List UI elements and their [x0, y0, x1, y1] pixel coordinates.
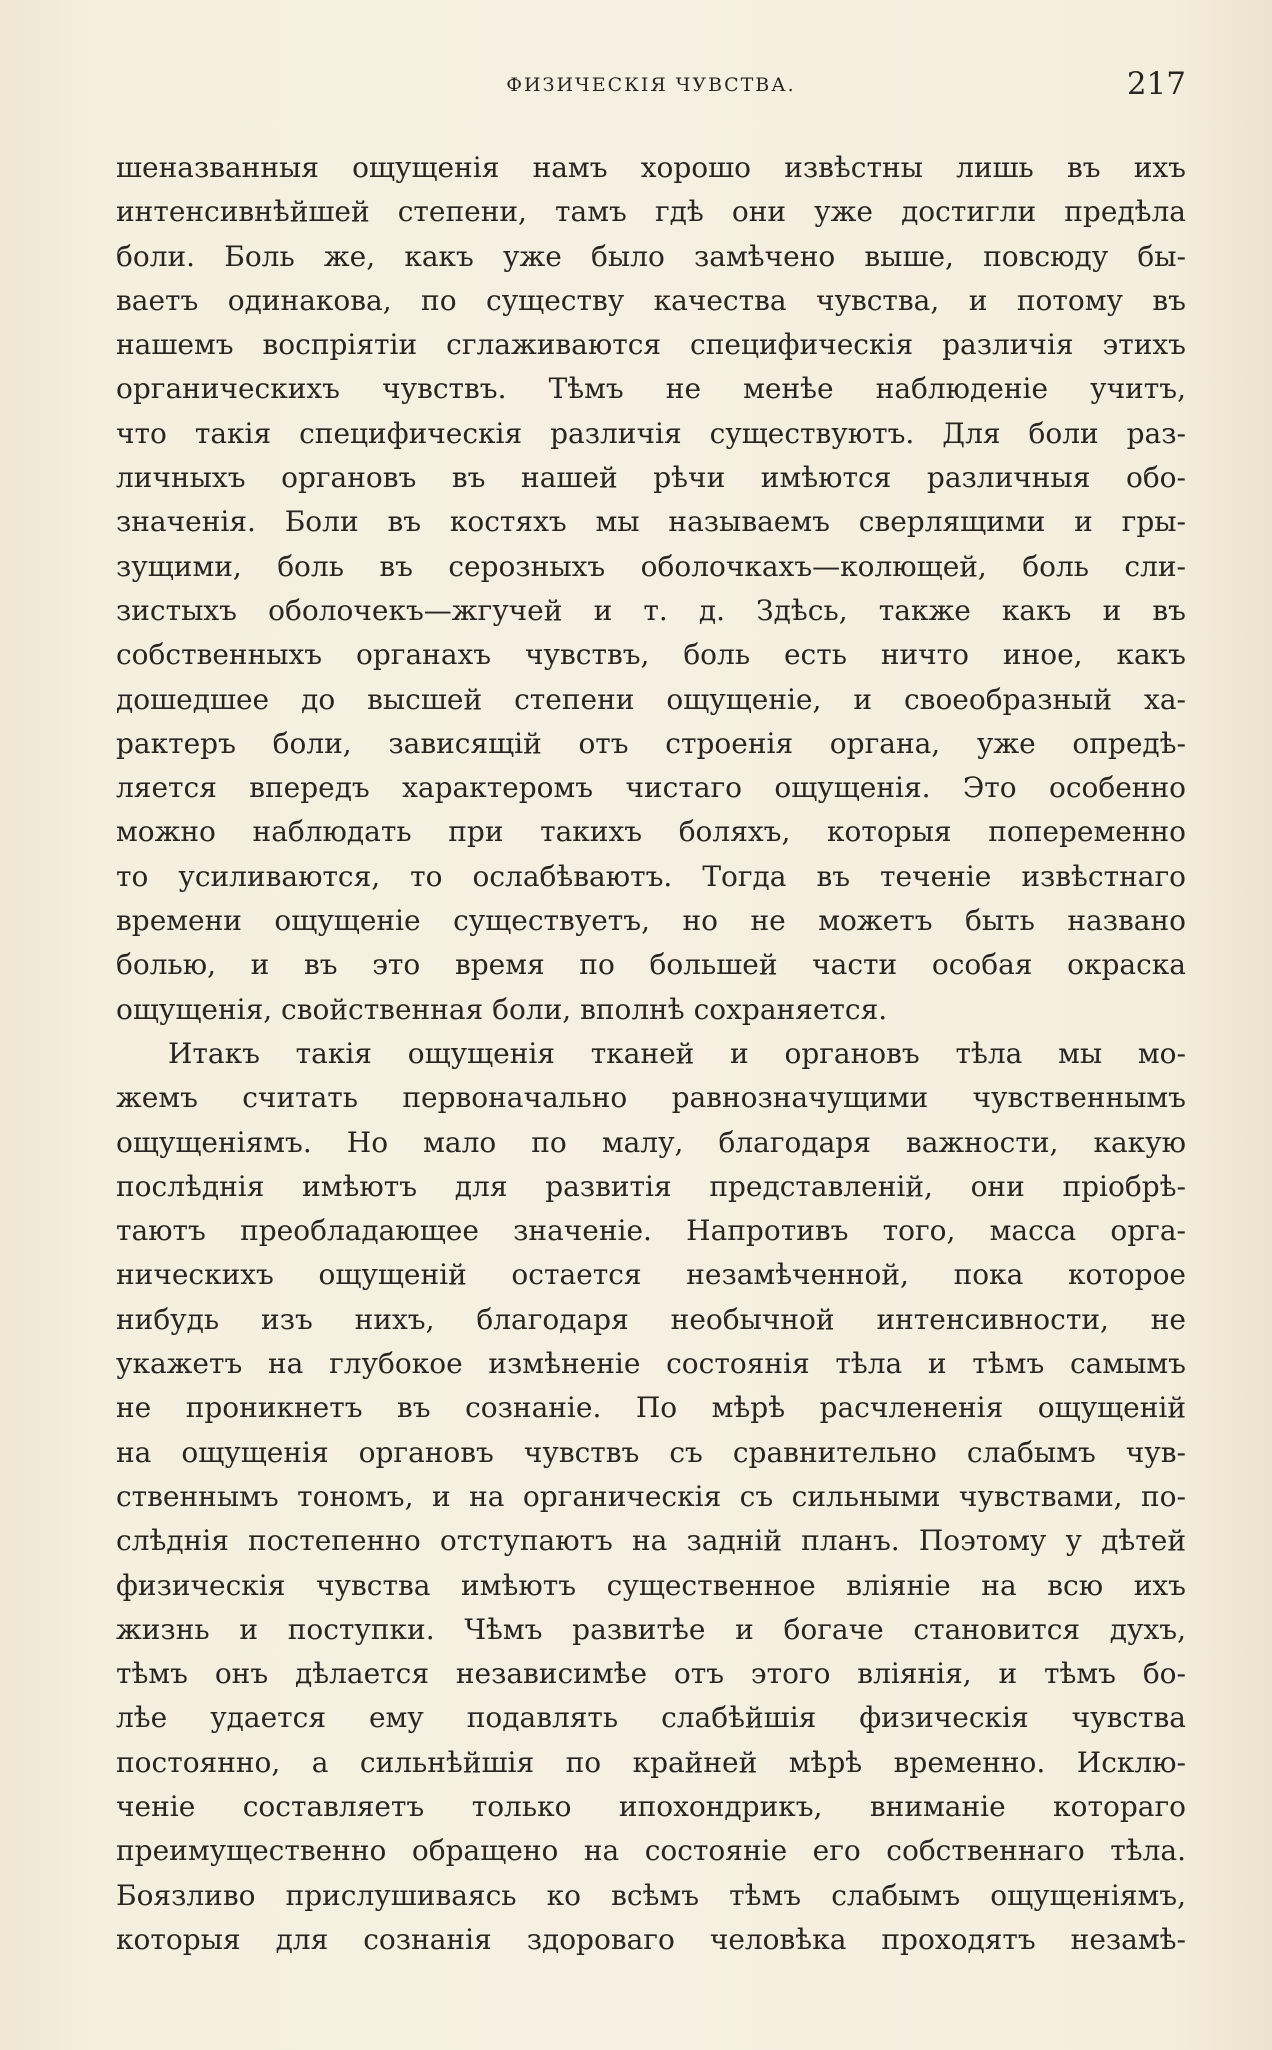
page-number: 217 — [1126, 66, 1186, 102]
text-line: ваетъ одинакова, по существу качества чувства, и потому въ — [116, 283, 1186, 317]
text-line: лѣе удается ему подавлять слабѣйшія физическія чувства — [116, 1701, 1186, 1735]
text-line: послѣднія имѣютъ для развитія представленій, они пріобрѣ- — [116, 1169, 1186, 1203]
text-line: интенсивнѣйшей степени, тамъ гдѣ они уже достигли предѣла — [116, 195, 1186, 229]
running-head — [116, 66, 1186, 110]
text-line: на ощущенія органовъ чувствъ съ сравнительно слабымъ чув- — [116, 1435, 1186, 1469]
text-line: рактеръ боли, зависящій отъ строенія органа, уже опредѣ- — [116, 726, 1186, 760]
paragraph-first-line: Итакъ такія ощущенія тканей и органовъ тѣла мы мо- — [168, 1036, 1186, 1070]
text-line: которыя для сознанія здороваго человѣка проходятъ незамѣ- — [116, 1922, 1186, 1956]
running-title: ФИЗИЧЕСКІЯ ЧУВСТВА. — [506, 74, 796, 96]
text-line: ническихъ ощущеній остается незамѣченной, пока которое — [116, 1258, 1186, 1292]
text-line: таютъ преобладающее значеніе. Напротивъ того, масса орга- — [116, 1214, 1186, 1248]
text-line: укажетъ на глубокое измѣненіе состоянія тѣла и тѣмъ самымъ — [116, 1347, 1186, 1381]
text-line: ственнымъ тономъ, и на органическія съ сильными чувствами, по- — [116, 1479, 1186, 1513]
text-line: ляется впередъ характеромъ чистаго ощущенія. Это особенно — [116, 771, 1186, 805]
body-text — [116, 146, 1186, 1962]
text-line: постоянно, а сильнѣйшія по крайней мѣрѣ временно. Исклю- — [116, 1745, 1186, 1779]
text-line: боли. Боль же, какъ уже было замѣчено выше, повсюду бы- — [116, 239, 1186, 273]
text-line: то усиливаются, то ослабѣваютъ. Тогда въ теченіе извѣстнаго — [116, 859, 1186, 893]
text-line: преимущественно обращено на состояніе его собственнаго тѣла. — [116, 1834, 1186, 1868]
text-line: времени ощущеніе существуетъ, но не можетъ быть названо — [116, 904, 1186, 938]
text-line: ченіе составляетъ только ипохондрикъ, вниманіе котораго — [116, 1789, 1186, 1823]
text-line: физическія чувства имѣютъ существенное вліяніе на всю ихъ — [116, 1568, 1186, 1602]
text-line: шеназванныя ощущенія намъ хорошо извѣстны лишь въ ихъ — [116, 151, 1186, 184]
text-line: не проникнетъ въ сознаніе. По мѣрѣ расчлененія ощущеній — [116, 1391, 1186, 1425]
text-line: слѣднія постепенно отступаютъ на задній планъ. Поэтому у дѣтей — [116, 1524, 1186, 1558]
text-line: Боязливо прислушиваясь ко всѣмъ тѣмъ слабымъ ощущеніямъ, — [116, 1878, 1186, 1912]
text-line: тѣмъ онъ дѣлается независимѣе отъ этого вліянія, и тѣмъ бо- — [116, 1657, 1186, 1691]
text-line: что такія специфическія различія существуютъ. Для боли раз- — [116, 416, 1186, 450]
paragraph-last-line: ощущенія, свойственная боли, вполнѣ сохраняется. — [116, 992, 888, 1026]
text-line: болью, и въ это время по большей части особая окраска — [116, 948, 1186, 982]
text-line: нибудь изъ нихъ, благодаря необычной интенсивности, не — [116, 1302, 1186, 1336]
text-line: ощущеніямъ. Но мало по малу, благодаря важности, какую — [116, 1125, 1186, 1159]
text-line: органическихъ чувствъ. Тѣмъ не менѣе наблюденіе учитъ, — [116, 372, 1186, 406]
text-line: нашемъ воспріятіи сглаживаются специфическія различія этихъ — [116, 328, 1186, 362]
text-line: собственныхъ органахъ чувствъ, боль есть ничто иное, какъ — [116, 638, 1186, 672]
text-line: зущими, боль въ серозныхъ оболочкахъ—колющей, боль сли- — [116, 549, 1186, 583]
text-line: значенія. Боли въ костяхъ мы называемъ сверлящими и гры- — [116, 505, 1186, 539]
text-line: жизнь и поступки. Чѣмъ развитѣе и богаче становится духъ, — [116, 1612, 1186, 1646]
text-line: можно наблюдать при такихъ боляхъ, которыя попеременно — [116, 815, 1186, 849]
text-line: дошедшее до высшей степени ощущеніе, и своеобразный ха- — [116, 682, 1186, 716]
text-line: личныхъ органовъ въ нашей рѣчи имѣются различныя обо- — [116, 461, 1186, 495]
text-line: зистыхъ оболочекъ—жгучей и т. д. Здѣсь, также какъ и въ — [116, 593, 1186, 627]
text-line: жемъ считать первоначально равнозначущими чувственнымъ — [116, 1081, 1186, 1115]
